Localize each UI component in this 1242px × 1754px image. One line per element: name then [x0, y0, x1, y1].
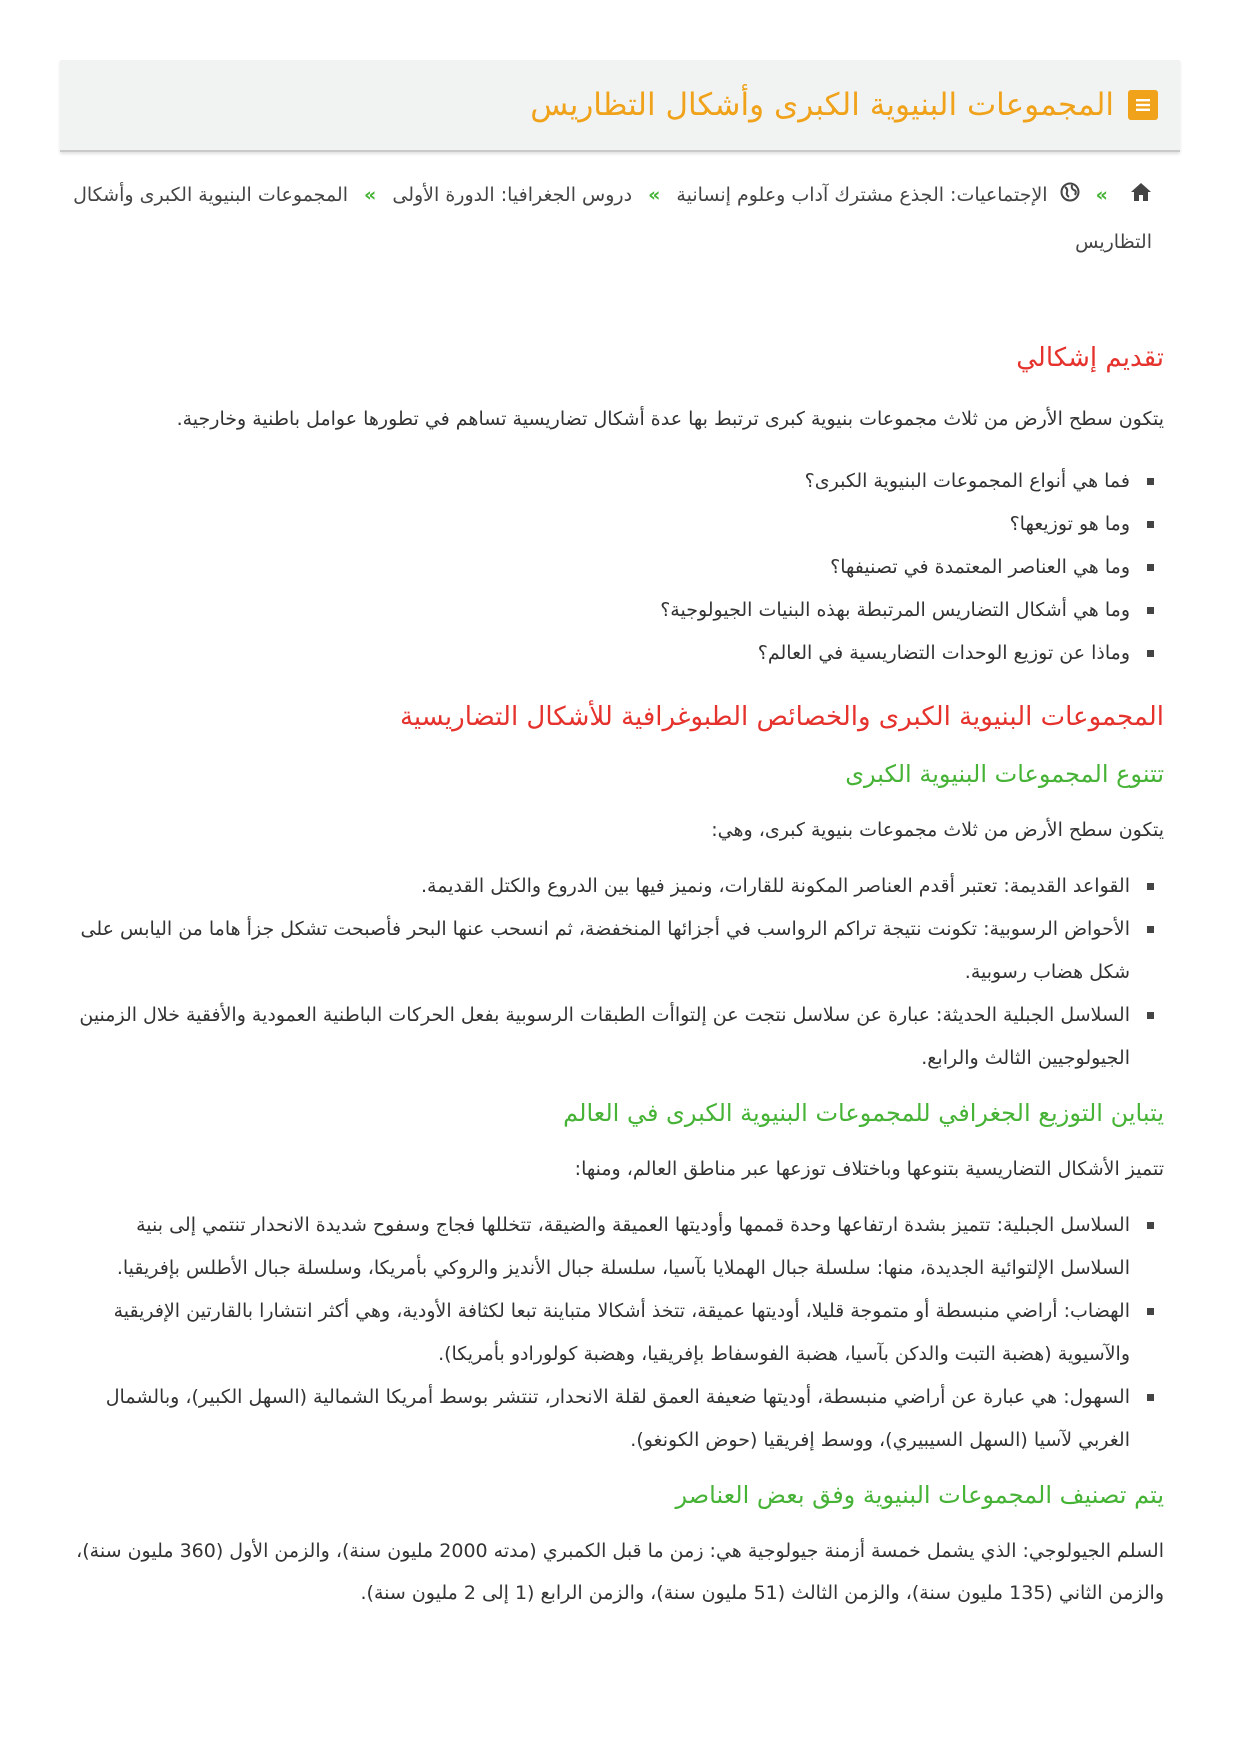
- home-icon[interactable]: [1130, 173, 1152, 219]
- breadcrumb-separator: »: [648, 184, 661, 206]
- article-content: [74, 330, 1164, 1614]
- breadcrumb-link-geography-lessons[interactable]: دروس الجغرافيا: الدورة الأولى: [392, 184, 633, 206]
- subsection-heading: يتم تصنيف المجموعات البنيوية وفق بعض العناصر: [675, 1481, 1164, 1509]
- subsection-text: السلم الجيولوجي: الذي يشمل خمسة أزمنة جيولوجية هي: زمن ما قبل الكمبري (مدته 2000 مليون سنة)، والزمن الأول (360 مليون سنة)، والزمن الثاني (135 مليون سنة)، والزمن الثالث (51 مليون سنة)، والزمن الرابع (1 إلى 2 مليون سنة).: [76, 1540, 1164, 1604]
- list-item: وما هي العناصر المعتمدة في تصنيفها؟: [74, 546, 1130, 589]
- list-item: فما هي أنواع المجموعات البنيوية الكبرى؟: [74, 460, 1130, 503]
- structures-list: [74, 865, 1164, 1080]
- subsection-heading: تتنوع المجموعات البنيوية الكبرى: [845, 760, 1164, 788]
- intro-text: يتكون سطح الأرض من ثلاث مجموعات بنيوية كبرى ترتبط بها عدة أشكال تضاريسية تساهم في تطورها عوامل باطنية وخارجية.: [176, 408, 1164, 430]
- list-item: السهول: هي عبارة عن أراضي منبسطة، أوديتها ضعيفة العمق لقلة الانحدار، تنتشر بوسط أمريكا الشمالية (السهل الكبير)، وبالشمال الغربي لآسيا (السهل السيبيري)، ووسط إفريقيا (حوض الكونغو).: [74, 1376, 1130, 1462]
- list-item: وما هي أشكال التضاريس المرتبطة بهذه البنيات الجيولوجية؟: [74, 589, 1130, 632]
- page-title-bar: [60, 60, 1180, 152]
- breadcrumb: [72, 172, 1152, 265]
- list-item: الأحواض الرسوبية: تكونت نتيجة تراكم الرواسب في أجزائها المنخفضة، ثم انسحب عنها البحر فأصبحت تشكل جزأ هاما من اليابس على شكل هضاب رسوبية.: [74, 908, 1130, 994]
- subsection-heading: يتباين التوزيع الجغرافي للمجموعات البنيوية الكبرى في العالم: [563, 1099, 1164, 1127]
- breadcrumb-separator: »: [1095, 184, 1108, 206]
- list-item: القواعد القديمة: تعتبر أقدم العناصر المكونة للقارات، ونميز فيها بين الدروع والكتل القديمة.: [74, 865, 1130, 908]
- subsection-text: يتكون سطح الأرض من ثلاث مجموعات بنيوية كبرى، وهي:: [711, 819, 1164, 841]
- section-heading: المجموعات البنيوية الكبرى والخصائص الطبوغرافية للأشكال التضاريسية: [399, 702, 1164, 732]
- globe-icon: [1060, 173, 1080, 219]
- list-item: وماذا عن توزيع الوحدات التضاريسية في العالم؟: [74, 632, 1130, 675]
- subsection-text: تتميز الأشكال التضاريسية بتنوعها وباختلاف توزعها عبر مناطق العالم، ومنها:: [574, 1158, 1164, 1180]
- page-title: المجموعات البنيوية الكبرى وأشكال التظاريس: [530, 87, 1114, 123]
- list-item: السلاسل الجبلية: تتميز بشدة ارتفاعها وحدة قممها وأوديتها العميقة والضيقة، تتخللها فجاج وسفوح شديدة الانحدار تنتمي إلى بنية السلاسل الإلتوائية الجديدة، منها: سلسلة جبال الهملايا بآسيا، سلسلة جبال الأنديز والروكي بأمريكا، وسلسلة جبال الأطلس بإفريقيا.: [74, 1204, 1130, 1290]
- document-icon: [1128, 90, 1158, 120]
- list-item: الهضاب: أراضي منبسطة أو متموجة قليلا، أوديتها عميقة، تتخذ أشكالا متباينة تبعا لكثافة الأودية، وهي أكثر انتشارا بالقارتين الإفريقية والآسيوية (هضبة التبت والدكن بآسيا، هضبة الفوسفاط بإفريقيا، وهضبة كولورادو بأمريكا).: [74, 1290, 1130, 1376]
- intro-questions: [74, 460, 1164, 675]
- landforms-list: [74, 1204, 1164, 1462]
- list-item: السلاسل الجبلية الحديثة: عبارة عن سلاسل نتجت عن إلتواأت الطبقات الرسوبية بفعل الحركات الباطنية العمودية والأفقية خلال الزمنين الجيولوجيين الثالث والرابع.: [74, 994, 1130, 1080]
- list-item: وما هو توزيعها؟: [74, 503, 1130, 546]
- intro-heading: تقديم إشكالي: [1016, 343, 1164, 373]
- breadcrumb-separator: »: [364, 184, 377, 206]
- breadcrumb-link-social-studies[interactable]: الإجتماعيات: الجذع مشترك آداب وعلوم إنسانية: [676, 184, 1048, 206]
- breadcrumb-current: المجموعات البنيوية الكبرى وأشكال التظاريس: [73, 184, 1152, 253]
